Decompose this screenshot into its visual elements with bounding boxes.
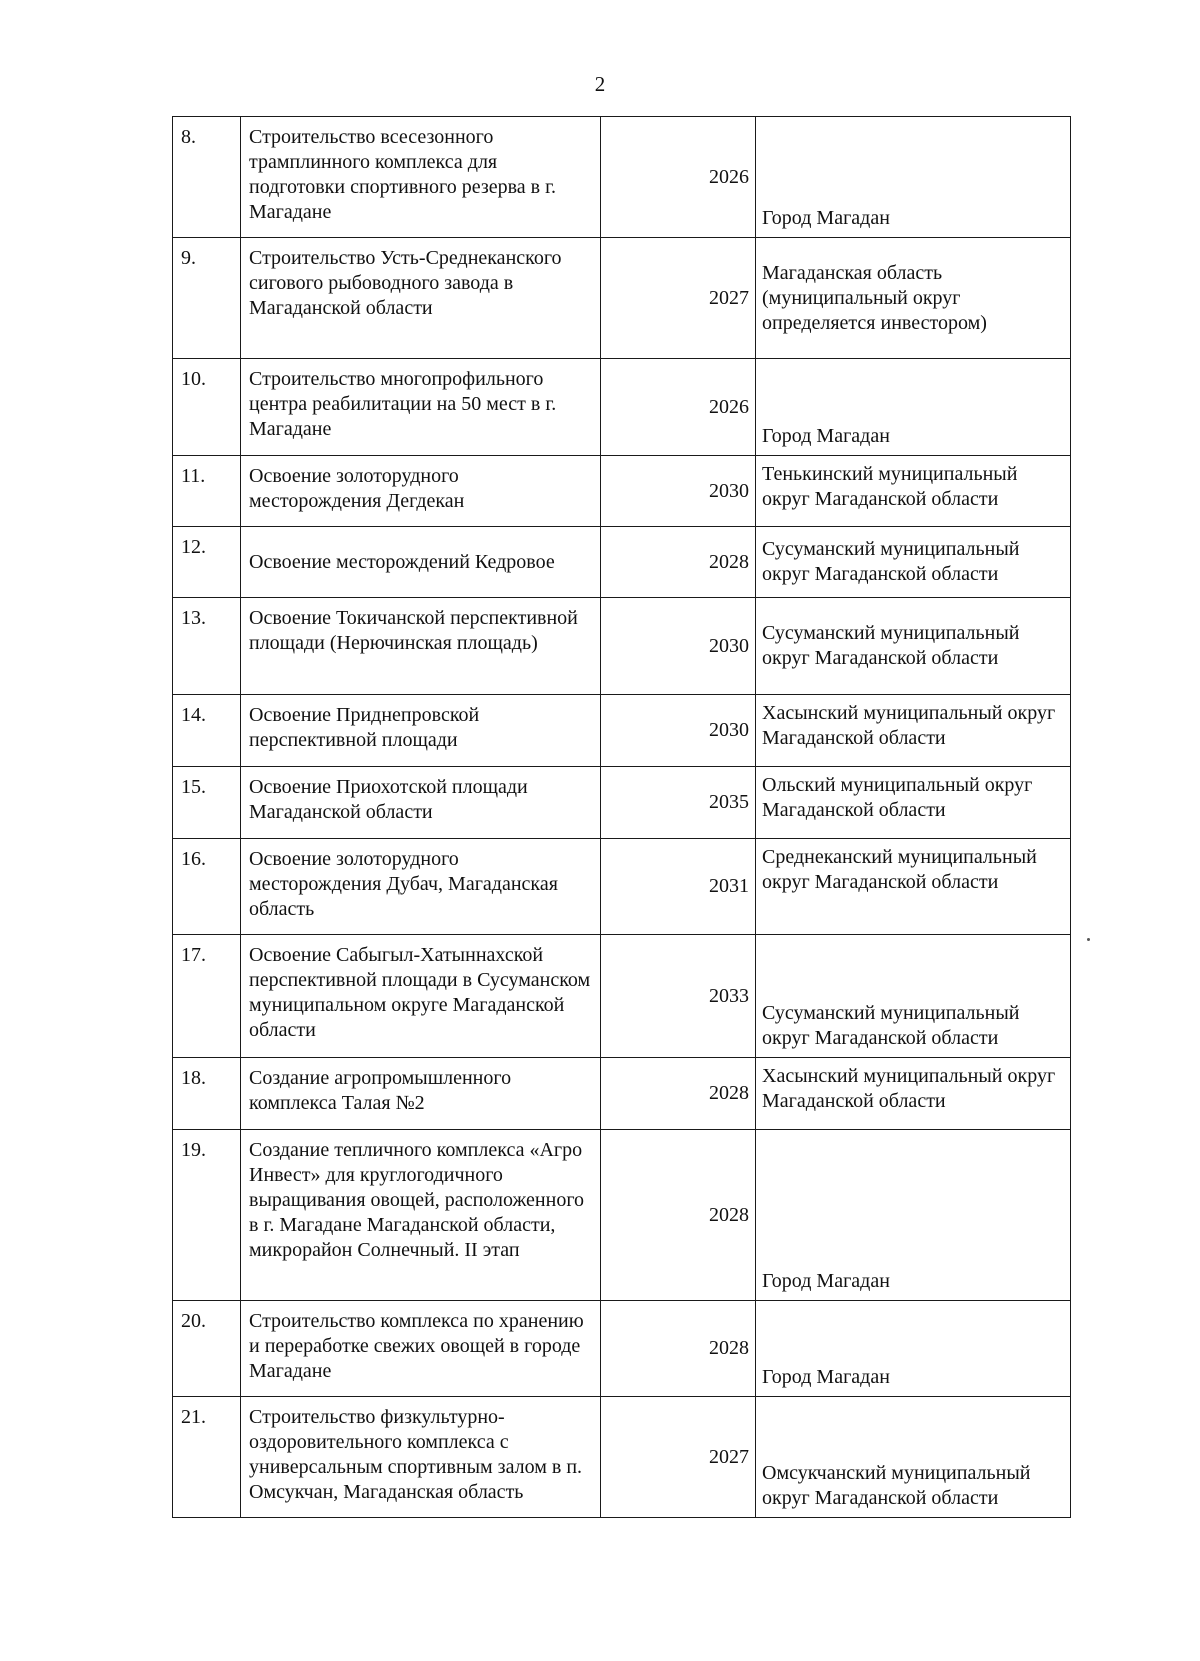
project-name: Освоение месторождений Кедровое bbox=[241, 527, 601, 598]
projects-table bbox=[172, 116, 1071, 1518]
project-year: 2028 bbox=[601, 1130, 756, 1301]
scan-speck bbox=[1087, 938, 1090, 941]
table-row bbox=[173, 1058, 1071, 1130]
row-number: 8. bbox=[173, 117, 241, 238]
row-number: 21. bbox=[173, 1397, 241, 1518]
project-name: Освоение Приднепровской перспективной площади bbox=[241, 695, 601, 767]
project-name: Освоение Приохотской площади Магаданской области bbox=[241, 767, 601, 839]
project-name: Освоение Токичанской перспективной площади (Нерючинская площадь) bbox=[241, 598, 601, 695]
table-row bbox=[173, 839, 1071, 935]
row-number: 17. bbox=[173, 935, 241, 1058]
project-year: 2026 bbox=[601, 359, 756, 456]
project-location: Сусуманский муниципальный округ Магаданской области bbox=[756, 527, 1071, 598]
project-name: Создание тепличного комплекса «Агро Инвест» для круглогодичного выращивания овощей, расположенного в г. Магадане Магаданской области, микрорайон Солнечный. II этап bbox=[241, 1130, 601, 1301]
row-number: 15. bbox=[173, 767, 241, 839]
project-year: 2027 bbox=[601, 238, 756, 359]
row-number: 14. bbox=[173, 695, 241, 767]
row-number: 10. bbox=[173, 359, 241, 456]
row-number: 11. bbox=[173, 456, 241, 527]
project-location: Ольский муниципальный округ Магаданской области bbox=[756, 767, 1071, 839]
project-location: Омсукчанский муниципальный округ Магаданской области bbox=[756, 1397, 1071, 1518]
table-row bbox=[173, 456, 1071, 527]
project-year: 2030 bbox=[601, 456, 756, 527]
project-year: 2027 bbox=[601, 1397, 756, 1518]
project-name: Создание агропромышленного комплекса Талая №2 bbox=[241, 1058, 601, 1130]
project-name: Строительство физкультурно-оздоровительного комплекса с универсальным спортивным залом в п. Омсукчан, Магаданская область bbox=[241, 1397, 601, 1518]
table-row bbox=[173, 598, 1071, 695]
table-row bbox=[173, 1301, 1071, 1397]
project-name: Строительство комплекса по хранению и переработке свежих овощей в городе Магадане bbox=[241, 1301, 601, 1397]
project-location: Магаданская область (муниципальный округ определяется инвестором) bbox=[756, 238, 1071, 359]
project-location: Город Магадан bbox=[756, 1130, 1071, 1301]
table-row bbox=[173, 767, 1071, 839]
table-row bbox=[173, 359, 1071, 456]
project-year: 2030 bbox=[601, 695, 756, 767]
project-year: 2031 bbox=[601, 839, 756, 935]
table-row bbox=[173, 527, 1071, 598]
project-year: 2035 bbox=[601, 767, 756, 839]
project-year: 2026 bbox=[601, 117, 756, 238]
table-row bbox=[173, 1397, 1071, 1518]
table-row bbox=[173, 935, 1071, 1058]
row-number: 19. bbox=[173, 1130, 241, 1301]
table-row bbox=[173, 238, 1071, 359]
table-row bbox=[173, 695, 1071, 767]
row-number: 18. bbox=[173, 1058, 241, 1130]
project-name: Строительство Усть-Среднеканского сигового рыбоводного завода в Магаданской области bbox=[241, 238, 601, 359]
row-number: 16. bbox=[173, 839, 241, 935]
project-name: Освоение золоторудного месторождения Дегдекан bbox=[241, 456, 601, 527]
project-year: 2028 bbox=[601, 1301, 756, 1397]
table-row bbox=[173, 1130, 1071, 1301]
project-location: Сусуманский муниципальный округ Магаданской области bbox=[756, 935, 1071, 1058]
table-row bbox=[173, 117, 1071, 238]
project-name: Освоение золоторудного месторождения Дубач, Магаданская область bbox=[241, 839, 601, 935]
projects-table-body bbox=[173, 117, 1071, 1518]
project-name: Строительство многопрофильного центра реабилитации на 50 мест в г. Магадане bbox=[241, 359, 601, 456]
row-number: 9. bbox=[173, 238, 241, 359]
project-year: 2030 bbox=[601, 598, 756, 695]
project-location: Среднеканский муниципальный округ Магаданской области bbox=[756, 839, 1071, 935]
project-location: Хасынский муниципальный округ Магаданской области bbox=[756, 1058, 1071, 1130]
project-location: Тенькинский муниципальный округ Магаданской области bbox=[756, 456, 1071, 527]
project-location: Сусуманский муниципальный округ Магаданской области bbox=[756, 598, 1071, 695]
project-location: Город Магадан bbox=[756, 1301, 1071, 1397]
project-location: Хасынский муниципальный округ Магаданской области bbox=[756, 695, 1071, 767]
row-number: 12. bbox=[173, 527, 241, 598]
page-number: 2 bbox=[594, 72, 606, 96]
row-number: 13. bbox=[173, 598, 241, 695]
project-year: 2028 bbox=[601, 527, 756, 598]
project-year: 2033 bbox=[601, 935, 756, 1058]
row-number: 20. bbox=[173, 1301, 241, 1397]
project-year: 2028 bbox=[601, 1058, 756, 1130]
project-location: Город Магадан bbox=[756, 359, 1071, 456]
project-location: Город Магадан bbox=[756, 117, 1071, 238]
project-name: Строительство всесезонного трамплинного комплекса для подготовки спортивного резерва в г. Магадане bbox=[241, 117, 601, 238]
project-name: Освоение Сабыгыл-Хатыннахской перспективной площади в Сусуманском муниципальном округе Магаданской области bbox=[241, 935, 601, 1058]
